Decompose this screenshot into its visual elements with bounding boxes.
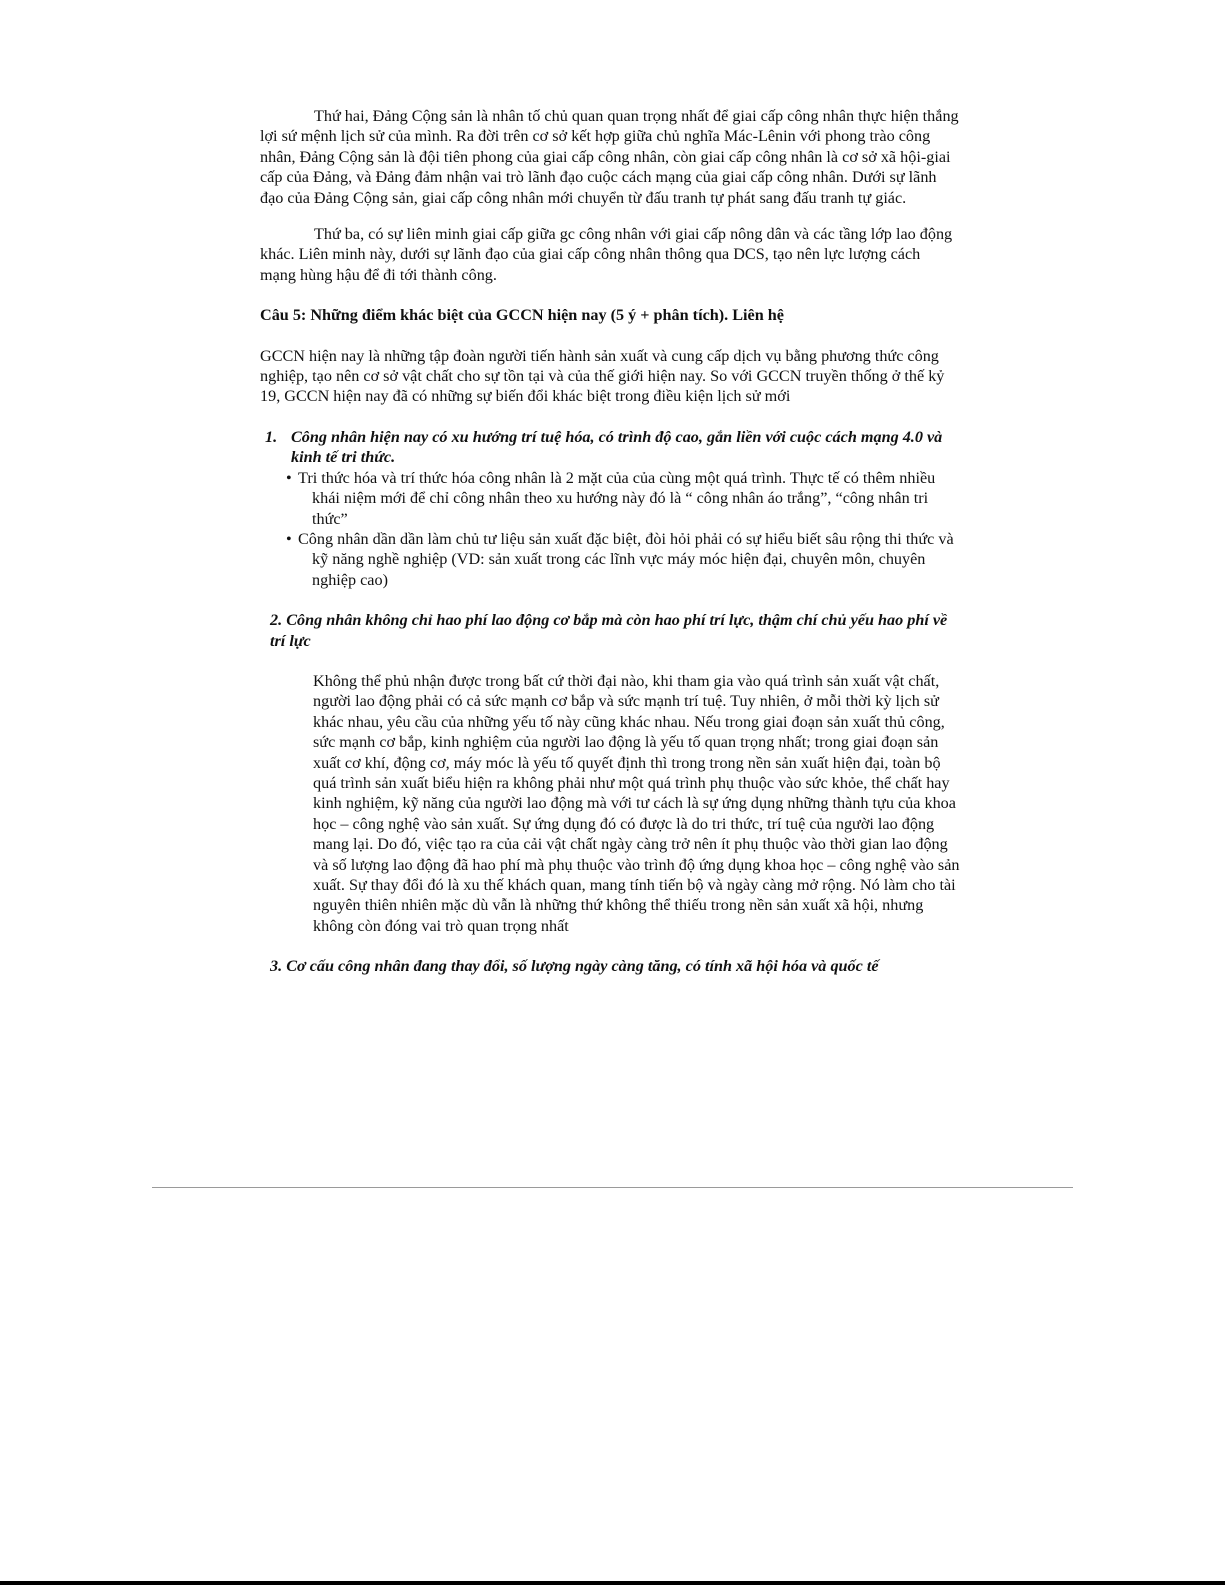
page-divider	[152, 1187, 1073, 1188]
list-item	[260, 529, 960, 590]
point-1-number: 1.	[265, 427, 278, 446]
document-page	[260, 106, 960, 977]
point-1-heading	[260, 427, 960, 468]
point-3-heading: 3. Cơ cấu công nhân đang thay đổi, số lượng ngày càng tăng, có tính xã hội hóa và quốc tế	[270, 957, 879, 976]
point-2-heading: 2. Công nhân không chỉ hao phí lao động cơ bắp mà còn hao phí trí lực, thậm chí chủ yếu hao phí về trí lực	[270, 611, 948, 650]
point-2-body: Không thể phủ nhận được trong bất cứ thời đại nào, khi tham gia vào quá trình sản xuất vật chất, người lao động phải có cả sức mạnh cơ bắp và sức mạnh trí tuệ. Tuy nhiên, ở mỗi thời kỳ lịch sử khác nhau, yêu cầu của những yếu tố này cũng khác nhau. Nếu trong giai đoạn sản xuất thủ công, sức mạnh cơ bắp, kinh nghiệm của người lao động là yếu tố quan trọng nhất; trong giai đoạn sản xuất cơ khí, động cơ, máy móc là yếu tố quyết định thì trong trong nền sản xuất hiện đại, toàn bộ quá trình sản xuất biểu hiện ra không phải như một quá trình phụ thuộc vào sức khỏe, thể chất hay kinh nghiệm, kỹ năng của người lao động mà với tư cách là sự ứng dụng những thành tựu của khoa học – công nghệ vào sản xuất. Sự ứng dụng đó có được là do tri thức, trí tuệ của người lao động mang lại. Do đó, việc tạo ra của cải vật chất ngày càng trở nên ít phụ thuộc vào thời gian lao động và số lượng lao động đã hao phí mà phụ thuộc vào trình độ ứng dụng khoa học – công nghệ vào sản xuất. Sự thay đổi đó là xu thế khách quan, mang tính tiến bộ và ngày càng mở rộng. Nó làm cho tài nguyên thiên nhiên mặc dù vẫn là những thứ không thể thiếu trong nền sản xuất xã hội, nhưng không còn đóng vai trò quan trọng nhất	[313, 671, 960, 935]
bullet-text: Tri thức hóa và trí thức hóa công nhân là 2 mặt của của cùng một quá trình. Thực tế có thêm nhiều khái niệm mới để chỉ công nhân theo xu hướng này đó là “ công nhân áo trắng”, “công nhân tri thức”	[298, 468, 936, 528]
intro-paragraph: GCCN hiện nay là những tập đoàn người tiến hành sản xuất và cung cấp dịch vụ bằng phương thức công nghiệp, tạo nên cơ sở vật chất cho sự tồn tại và của thế giới hiện nay. So với GCCN truyền thống ở thế kỷ 19, GCCN hiện nay đã có những sự biến đổi khác biệt trong điều kiện lịch sử mới	[260, 346, 945, 406]
paragraph-thu-hai: Thứ hai, Đảng Cộng sản là nhân tố chủ quan quan trọng nhất để giai cấp công nhân thực hiện thắng lợi sứ mệnh lịch sử của mình. Ra đời trên cơ sở kết hợp giữa chủ nghĩa Mác-Lênin với phong trào công nhân, Đảng Cộng sản là đội tiên phong của giai cấp công nhân, còn giai cấp công nhân là cơ sở xã hội-giai cấp của Đảng, và Đảng đảm nhận vai trò lãnh đạo cuộc cách mạng của giai cấp công nhân. Dưới sự lãnh đạo của Đảng Cộng sản, giai cấp công nhân mới chuyển từ đấu tranh tự phát sang đấu tranh tự giác.	[260, 107, 959, 207]
point-1-bullet-list	[260, 468, 960, 590]
bullet-icon: •	[286, 529, 292, 548]
bullet-text: Công nhân dần dần làm chủ tư liệu sản xuất đặc biệt, đòi hỏi phải có sự hiểu biết sâu rộng thi thức và kỹ năng nghề nghiệp (VD: sản xuất trong các lĩnh vực máy móc hiện đại, chuyên môn, chuyên nghiệp cao)	[298, 529, 954, 589]
list-item	[260, 468, 960, 529]
question-heading: Câu 5: Những điểm khác biệt của GCCN hiện nay (5 ý + phân tích). Liên hệ	[260, 306, 784, 325]
bullet-icon: •	[286, 468, 292, 487]
point-1-title: Công nhân hiện nay có xu hướng trí tuệ hóa, có trình độ cao, gắn liền với cuộc cách mạng 4.0 và kinh tế tri thức.	[291, 427, 943, 467]
paragraph-thu-ba: Thứ ba, có sự liên minh giai cấp giữa gc công nhân với giai cấp nông dân và các tầng lớp lao động khác. Liên minh này, dưới sự lãnh đạo của giai cấp công nhân thông qua DCS, tạo nên lực lượng cách mạng hùng hậu để đi tới thành công.	[260, 225, 953, 284]
bottom-edge-bar	[0, 1581, 1225, 1585]
